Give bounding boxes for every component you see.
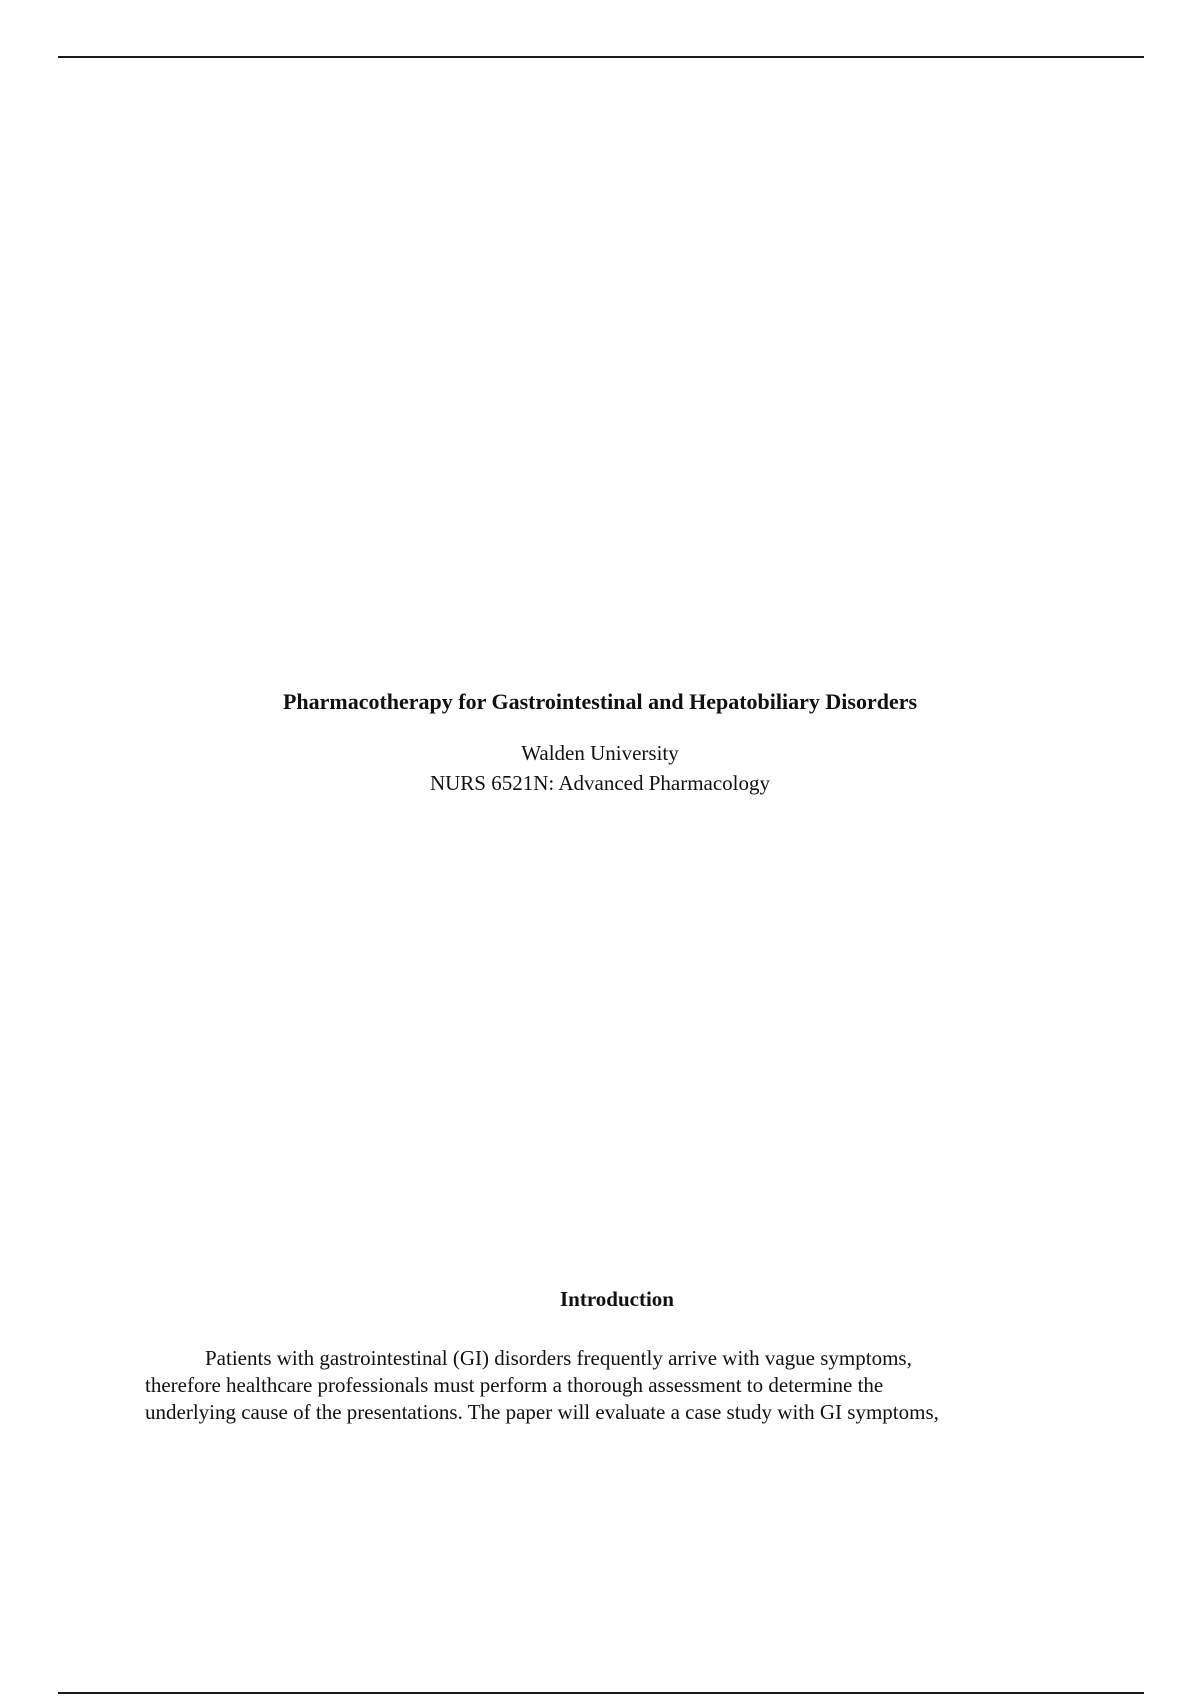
title-block — [0, 688, 1200, 798]
paragraph-line: Patients with gastrointestinal (GI) disorders frequently arrive with vague symptoms, — [205, 1346, 912, 1370]
bottom-rule — [58, 1692, 1144, 1694]
introduction-paragraph — [145, 1345, 1085, 1426]
affiliation — [0, 738, 1200, 798]
top-rule — [58, 56, 1144, 58]
course-name: NURS 6521N: Advanced Pharmacology — [429, 771, 771, 795]
document-title: Pharmacotherapy for Gastrointestinal and Hepatobiliary Disorders — [282, 689, 918, 714]
paragraph-line: therefore healthcare professionals must perform a thorough assessment to determine the — [145, 1373, 884, 1397]
section-heading-introduction: Introduction — [560, 1287, 674, 1311]
institution-name: Walden University — [521, 741, 679, 765]
paragraph-line: underlying cause of the presentations. The paper will evaluate a case study with GI symptoms, — [145, 1400, 939, 1424]
